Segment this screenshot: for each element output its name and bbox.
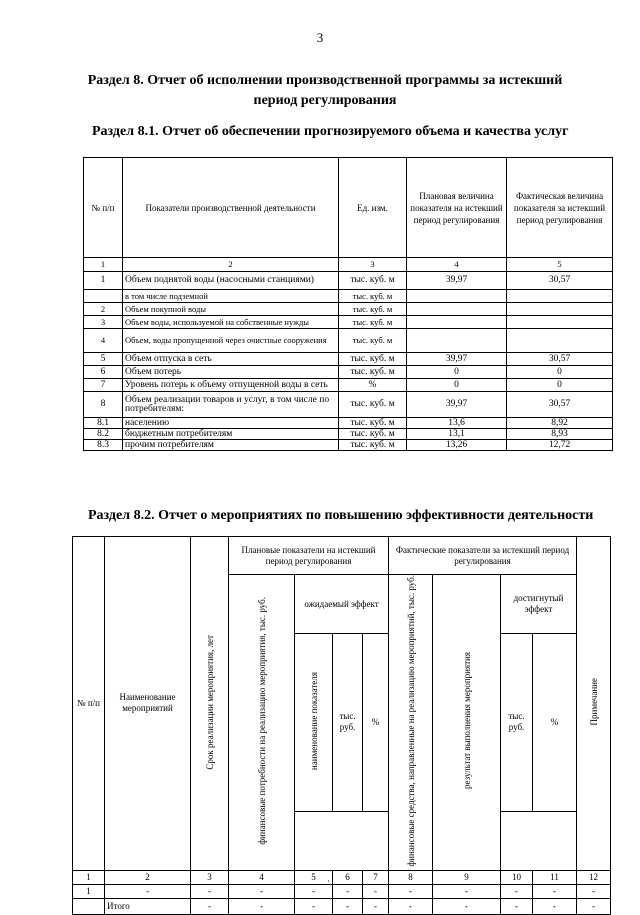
- col-number: 1: [73, 870, 105, 884]
- row-fact: [507, 329, 613, 353]
- col-number: 2: [123, 258, 339, 272]
- col-number: 1: [84, 258, 123, 272]
- row-unit: %: [339, 379, 407, 392]
- row-fact: 30,57: [507, 272, 613, 290]
- header-fact-result: результат выполнения мероприятия: [461, 652, 472, 790]
- row-fact: [507, 303, 613, 316]
- page-number: 3: [316, 30, 324, 45]
- row-name: Объем воды, используемой на собственные нужды: [123, 316, 339, 329]
- header-fact-group: Фактические показатели за истекший период регулирования: [389, 537, 577, 575]
- col-number: 5: [507, 258, 613, 272]
- header-plan-group: Плановые показатели на истекший период регулирования: [229, 537, 389, 575]
- table-row: [84, 440, 613, 451]
- table-row: [84, 392, 613, 418]
- row-fact: 8,93: [507, 429, 613, 440]
- row-unit: тыс. куб. м: [339, 316, 407, 329]
- row-name: Объем поднятой воды (насосными станциями): [123, 272, 339, 290]
- row-num: 6: [84, 366, 123, 379]
- row-unit: тыс. куб. м: [339, 440, 407, 451]
- row-num: 8.2: [84, 429, 123, 440]
- section-8-1-title: Раздел 8.1. Отчет об обеспечении прогнозируемого объема и качества услуг: [92, 124, 569, 139]
- header-fact-fin: финансовые средства, направленные на реализацию мероприятий, тыс. руб.: [405, 575, 416, 867]
- row-fact: [507, 316, 613, 329]
- row-unit: тыс. куб. м: [339, 290, 407, 303]
- row-unit: тыс. куб. м: [339, 366, 407, 379]
- col-number: 12: [577, 870, 611, 884]
- header-plan-eff-rub: тыс. руб.: [333, 634, 363, 811]
- table-row: [84, 316, 613, 329]
- col-number: 6: [333, 870, 363, 884]
- section-8-2-title: Раздел 8.2. Отчет о мероприятиях по повышению эффективности деятельности: [88, 508, 594, 523]
- col-number: 9: [433, 870, 501, 884]
- row-plan: 13,26: [407, 440, 507, 451]
- row-plan: 13,1: [407, 429, 507, 440]
- cell: -: [191, 884, 229, 898]
- col-number: 3: [339, 258, 407, 272]
- row-fact: 30,57: [507, 353, 613, 366]
- col-number: 2: [105, 870, 191, 884]
- table-row: [84, 290, 613, 303]
- cell: -: [577, 898, 611, 914]
- cell: -: [333, 884, 363, 898]
- row-plan: 39,97: [407, 353, 507, 366]
- table-row: [84, 303, 613, 316]
- cell: -: [191, 898, 229, 914]
- row-num: [84, 290, 123, 303]
- production-indicators-table: [83, 157, 613, 451]
- row-name: Объем отпуска в сеть: [123, 353, 339, 366]
- cell: -: [501, 898, 533, 914]
- row-fact: [507, 290, 613, 303]
- cell: [73, 898, 105, 914]
- header-fact-eff-rub: тыс. руб.: [501, 634, 533, 811]
- row-fact: 30,57: [507, 392, 613, 418]
- col-number: 10: [501, 870, 533, 884]
- row-plan: 39,97: [407, 272, 507, 290]
- header-plan-effect: ожидаемый эффект: [295, 575, 389, 634]
- header-fact: Фактическая величина показателя за истекший период регулирования: [507, 158, 613, 258]
- row-unit: тыс. куб. м: [339, 329, 407, 353]
- row-plan: 39,97: [407, 392, 507, 418]
- cell: -: [363, 898, 389, 914]
- table-row: [73, 884, 611, 898]
- table-row: [84, 353, 613, 366]
- cell: -: [105, 884, 191, 898]
- row-unit: тыс. куб. м: [339, 272, 407, 290]
- row-num: 8: [84, 392, 123, 418]
- cell: -: [229, 898, 295, 914]
- row-num: 2: [84, 303, 123, 316]
- row-unit: тыс. куб. м: [339, 303, 407, 316]
- row-plan: [407, 329, 507, 353]
- row-name: Уровень потерь к объему отпущенной воды в сеть: [123, 379, 339, 392]
- header-num: № п/п: [84, 158, 123, 258]
- header-num: № п/п: [73, 537, 105, 871]
- row-plan: 13,6: [407, 418, 507, 429]
- row-plan: [407, 290, 507, 303]
- cell: -: [577, 884, 611, 898]
- row-num: 4: [84, 329, 123, 353]
- header-plan-fin: финансовые потребности на реализацию мероприятия, тыс. руб.: [256, 596, 267, 845]
- cell: -: [229, 884, 295, 898]
- cell: -: [433, 898, 501, 914]
- row-plan: [407, 303, 507, 316]
- row-name: бюджетным потребителям: [123, 429, 339, 440]
- table-row: [84, 429, 613, 440]
- row-fact: 0: [507, 366, 613, 379]
- col-number: 3: [191, 870, 229, 884]
- row-fact: 12,72: [507, 440, 613, 451]
- row-fact: 0: [507, 379, 613, 392]
- header-term: Срок реализации мероприятия, лет: [204, 634, 215, 770]
- efficiency-measures-table: [72, 536, 611, 915]
- row-plan: [407, 316, 507, 329]
- header-name: Наименование мероприятий: [105, 537, 191, 871]
- row-fact: 8,92: [507, 418, 613, 429]
- table-row: [84, 272, 613, 290]
- table-row: [84, 329, 613, 353]
- row-plan: 0: [407, 366, 507, 379]
- col-number: 4: [407, 258, 507, 272]
- header-plan-eff-pct: %: [363, 634, 389, 811]
- cell: -: [333, 898, 363, 914]
- cell: -: [295, 898, 333, 914]
- table-row: [84, 366, 613, 379]
- col-number: 7: [363, 870, 389, 884]
- row-name: Объем покупной воды: [123, 303, 339, 316]
- row-unit: тыс. куб. м: [339, 392, 407, 418]
- cell: -: [295, 884, 333, 898]
- row-name: Объем, воды пропущенной через очистные сооружения: [123, 329, 339, 353]
- row-plan: 0: [407, 379, 507, 392]
- header-unit: Ед. изм.: [339, 158, 407, 258]
- row-num: 1: [84, 272, 123, 290]
- row-num: 8.1: [84, 418, 123, 429]
- cell: -: [433, 884, 501, 898]
- row-name: в том числе подземной: [123, 290, 339, 303]
- table-row-total: [73, 898, 611, 914]
- row-num: 3: [84, 316, 123, 329]
- cell: -: [533, 898, 577, 914]
- row-num: 5: [84, 353, 123, 366]
- header-plan: Плановая величина показателя на истекший период регулирования: [407, 158, 507, 258]
- header-indicator: Показатели производственной деятельности: [123, 158, 339, 258]
- row-name: Объем реализации товаров и услуг, в том числе по потребителям:: [123, 392, 339, 418]
- cell: -: [389, 884, 433, 898]
- row-name: Объем потерь: [123, 366, 339, 379]
- col-number: 5: [295, 870, 333, 884]
- row-num: 8.3: [84, 440, 123, 451]
- table-row: [84, 418, 613, 429]
- row-unit: тыс. куб. м: [339, 353, 407, 366]
- header-fact-effect: достигнутый эффект: [501, 575, 577, 634]
- row-unit: тыс. куб. м: [339, 429, 407, 440]
- header-fact-eff-pct: %: [533, 634, 577, 811]
- row-name: населению: [123, 418, 339, 429]
- cell: -: [363, 884, 389, 898]
- scan-speck: [328, 880, 329, 882]
- row-num: 7: [84, 379, 123, 392]
- table-row: [84, 379, 613, 392]
- section-8-title: Раздел 8. Отчет об исполнении производственной программы за истекший период регулирования: [87, 73, 563, 108]
- col-number: 4: [229, 870, 295, 884]
- header-note: Примечание: [588, 678, 599, 726]
- header-plan-eff-name: наименование показателя: [308, 671, 319, 770]
- cell: Итого: [105, 898, 191, 914]
- cell: -: [389, 898, 433, 914]
- cell: -: [533, 884, 577, 898]
- row-unit: тыс. куб. м: [339, 418, 407, 429]
- row-name: прочим потребителям: [123, 440, 339, 451]
- col-number: 11: [533, 870, 577, 884]
- cell: 1: [73, 884, 105, 898]
- cell: -: [501, 884, 533, 898]
- col-number: 8: [389, 870, 433, 884]
